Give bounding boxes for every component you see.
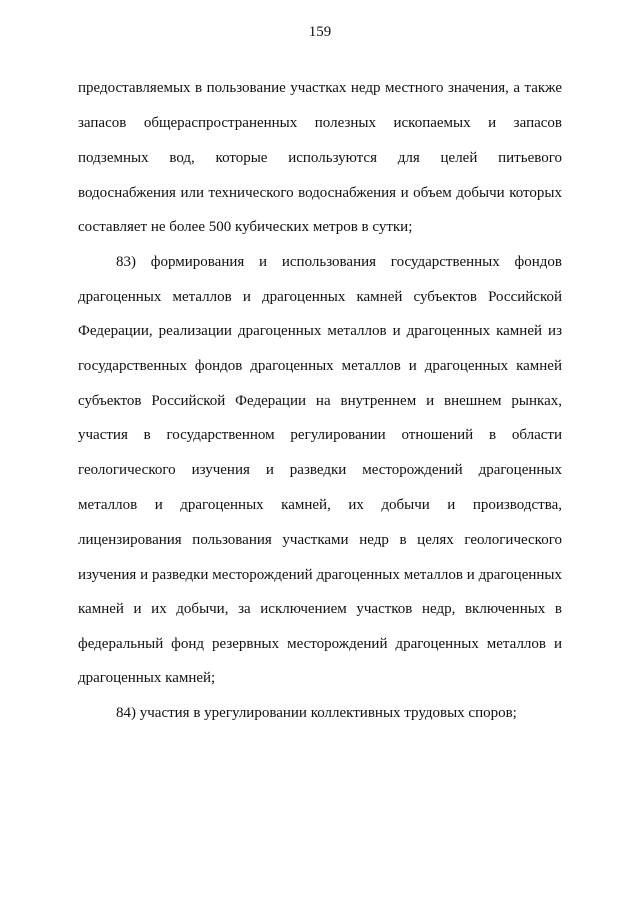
text-line: драгоценных металлов и драгоценных камней субъектов Российской: [78, 289, 562, 305]
text-line: Федерации, реализации драгоценных металлов и драгоценных камней из: [78, 323, 562, 339]
text-line: 84) участия в урегулировании коллективных трудовых споров;: [116, 705, 517, 721]
text-line: драгоценных камней;: [78, 670, 216, 686]
text-line: металлов и драгоценных камней, их добычи и производства,: [78, 497, 562, 513]
page-number: 159: [308, 24, 332, 40]
text-line: 83) формирования и использования государственных фондов: [116, 254, 562, 270]
text-line: водоснабжения или технического водоснабжения и объем добычи которых: [78, 185, 562, 201]
text-line: подземных вод, которые используются для целей питьевого: [78, 150, 562, 166]
text-line: государственных фондов драгоценных металлов и драгоценных камней: [78, 358, 562, 374]
text-line: камней и их добычи, за исключением участков недр, включенных в: [78, 601, 562, 617]
text-line: изучения и разведки месторождений драгоценных металлов и драгоценных: [78, 567, 562, 583]
text-line: субъектов Российской Федерации на внутреннем и внешнем рынках,: [78, 393, 562, 409]
text-line: предоставляемых в пользование участках недр местного значения, а также: [78, 80, 562, 96]
text-line: федеральный фонд резервных месторождений драгоценных металлов и: [78, 636, 562, 652]
text-line: участия в государственном регулировании отношений в области: [78, 427, 562, 443]
text-line: геологического изучения и разведки месторождений драгоценных: [78, 462, 562, 478]
text-line: запасов общераспространенных полезных ископаемых и запасов: [78, 115, 562, 131]
text-line: лицензирования пользования участками недр в целях геологического: [78, 532, 562, 548]
text-line: составляет не более 500 кубических метров в сутки;: [78, 219, 413, 235]
